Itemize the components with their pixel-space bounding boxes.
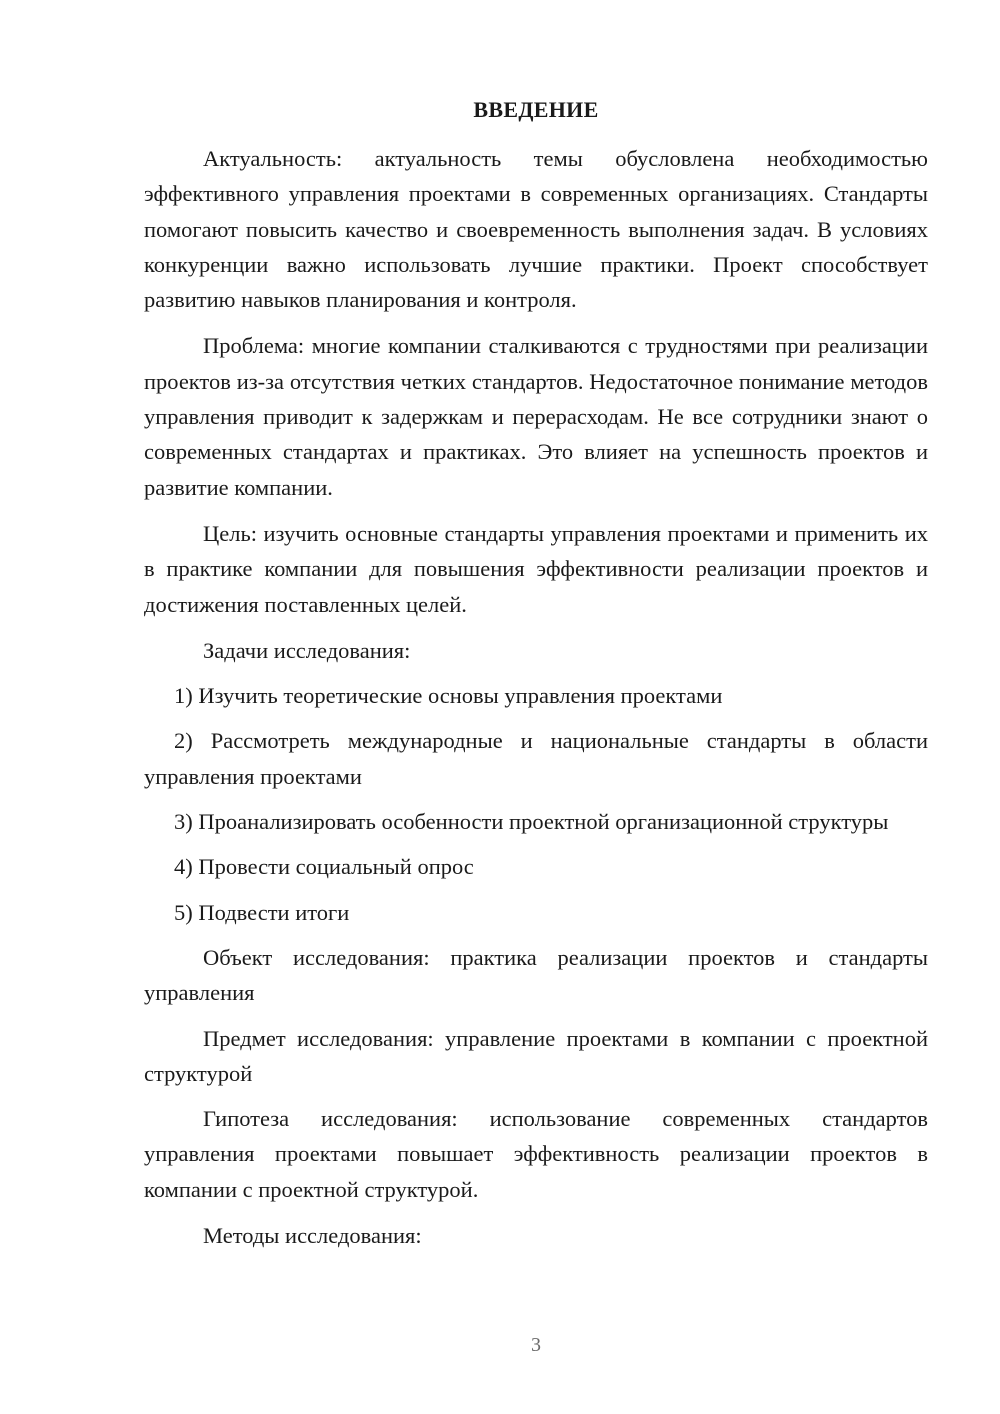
list-item: 4) Провести социальный опрос (174, 854, 474, 880)
list-item: 5) Подвести итоги (174, 899, 350, 925)
page-number: 3 (531, 1334, 541, 1356)
page-title: ВВЕДЕНИЕ (473, 97, 599, 122)
document-body (144, 141, 928, 1253)
methods-heading: Методы исследования: (203, 1223, 422, 1249)
paragraph-subject: Предмет исследования: управление проектами в компании с проектной структурой (144, 1025, 928, 1086)
paragraph-object: Объект исследования: практика реализации проектов и стандарты управления (144, 944, 928, 1006)
list-item: 3) Проанализировать особенности проектной организационной структуры (174, 809, 889, 835)
tasks-heading: Задачи исследования: (203, 637, 411, 663)
list-item: 1) Изучить теоретические основы управления проектами (174, 683, 723, 709)
paragraph-hypothesis: Гипотеза исследования: использование современных стандартов управления проектами повышает эффективность реализации проектов в компании с проектной структурой. (144, 1106, 928, 1202)
paragraph-relevance: Актуальность: актуальность темы обусловлена необходимостью эффективного управления проектами в современных организациях. Стандарты помогают повысить качество и своевременность выполнения задач. В условиях конкуренции важно использовать лучшие практики. Проект способствует развитию навыков планирования и контроля. (144, 146, 928, 313)
paragraph-problem: Проблема: многие компании сталкиваются с трудностями при реализации проектов из-за отсутствия четких стандартов. Недостаточное понимание методов управления приводит к задержкам и перерасходам. Не все сотрудники знают о современных стандартах и практиках. Это влияет на успешность проектов и развитие компании. (144, 333, 928, 500)
list-item: 2) Рассмотреть международные и национальные стандарты в области управления проектами (144, 728, 928, 789)
paragraph-goal: Цель: изучить основные стандарты управления проектами и применить их в практике компании для повышения эффективности реализации проектов и достижения поставленных целей. (144, 520, 928, 617)
